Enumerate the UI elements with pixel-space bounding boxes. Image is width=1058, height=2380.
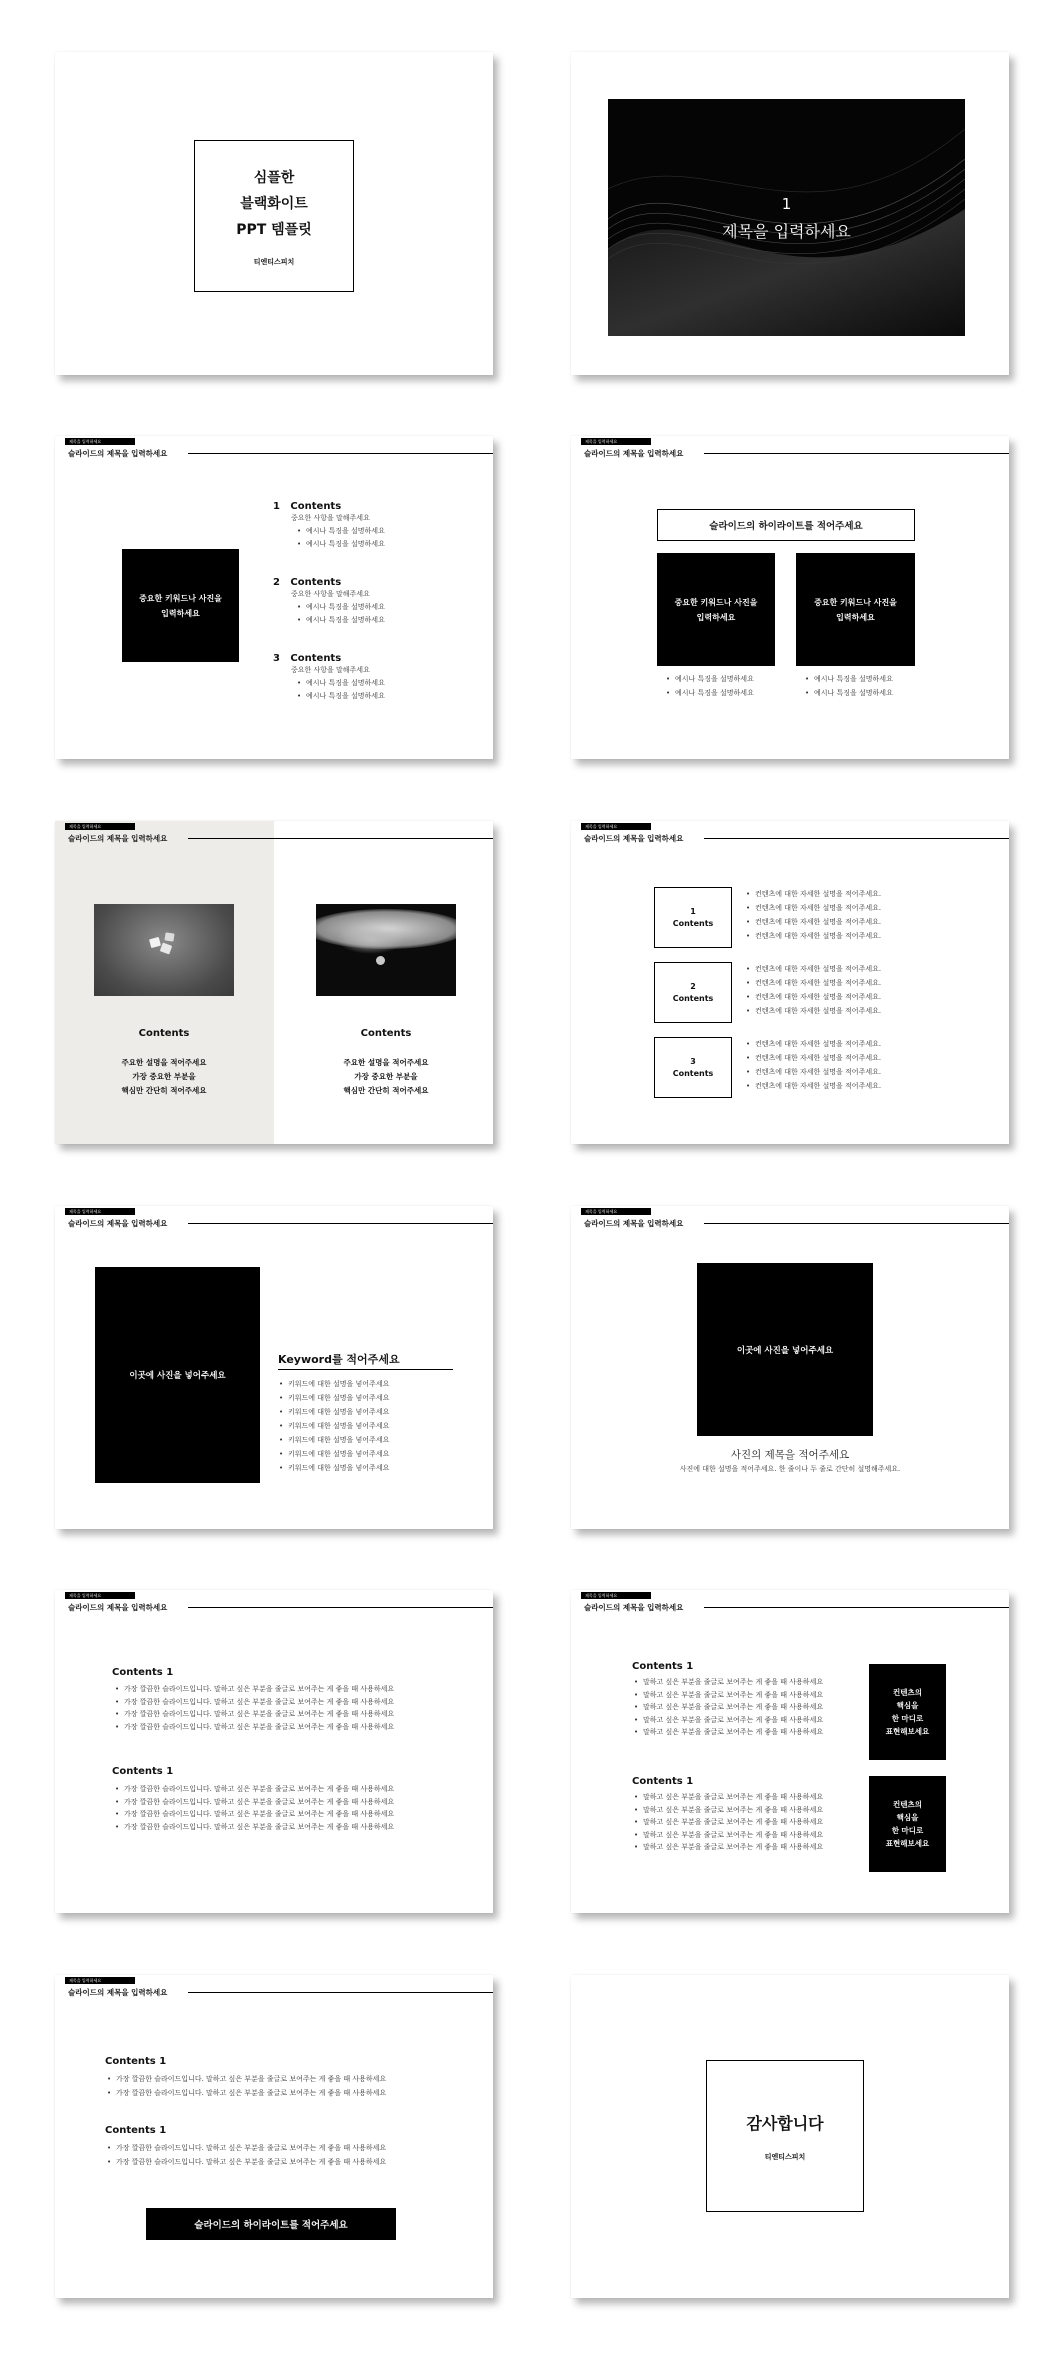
header-divider [188,453,493,454]
section-bullet: • 말하고 싶은 부분을 줄글로 보여주는 게 좋을 때 사용하세요 [634,1791,823,1804]
photo-placeholder: 중요한 키워드나 사진을 입력하세요 [122,549,239,662]
slide-title: 슬라이드의 제목을 입력하세요 [584,449,684,458]
cover-title-line-1: 심플한 [253,170,295,186]
cover-title-box [194,140,354,292]
row-bullet: • 컨텐츠에 대한 자세한 설명을 적어주세요. [746,990,881,1004]
slide-photo-caption[interactable] [571,1206,1009,1529]
dice-photo [94,904,234,996]
section-bullet: • 가장 깔끔한 슬라이드입니다. 말하고 싶은 부분을 줄글로 보여주는 게 좋을 때 사용하세요 [115,1821,394,1834]
row-bullet: • 컨텐츠에 대한 자세한 설명을 적어주세요. [746,887,881,901]
contents-bullet: • 예시나 특징을 설명하세요 [297,677,385,690]
cover-author: 티엔티스피치 [253,258,295,266]
header-tag: 제목을 입력하세요 [65,438,135,445]
section-heading: Contents 1 [112,1766,174,1777]
contents-bullet: • 예시나 특징을 설명하세요 [297,690,385,703]
header-tag: 제목을 입력하세요 [65,1208,135,1215]
header-divider [188,1223,493,1224]
row-bullet: • 컨텐츠에 대한 자세한 설명을 적어주세요. [746,1004,881,1018]
row-bullet: • 컨텐츠에 대한 자세한 설명을 적어주세요. [746,929,881,943]
header-tag: 제목을 입력하세요 [65,1977,135,1984]
keyword-bullet: • 키워드에 대한 설명을 넣어주세요 [279,1447,389,1461]
section-bullets [115,1783,394,1833]
number-box-label: Contents [672,918,714,928]
contents-sub: 중요한 사항을 말해주세요 [291,666,370,674]
keyword-bullet: • 키워드에 대한 설명을 넣어주세요 [279,1377,389,1391]
contents-title: Contents [290,577,342,588]
highlight-box: 슬라이드의 하이라이트를 적어주세요 [657,509,915,541]
header-tag: 제목을 입력하세요 [65,823,135,830]
slide-title: 슬라이드의 제목을 입력하세요 [584,1219,684,1228]
contents-bullet: • 예시나 특징을 설명하세요 [297,525,385,538]
section-heading: Contents 1 [632,1776,694,1787]
thanks-box [706,2060,864,2212]
keyword-bullet: • 키워드에 대한 설명을 넣어주세요 [279,1461,389,1475]
card-bullet: • 예시나 특징을 설명하세요 [805,672,893,686]
section-bullets [634,1791,823,1854]
slide-section-divider[interactable] [571,52,1009,375]
column-line: 핵심만 간단히 적어주세요 [121,1086,207,1095]
section-bullet: • 말하고 싶은 부분을 줄글로 보여주는 게 좋을 때 사용하세요 [634,1816,823,1829]
header-divider [188,1607,493,1608]
card-keyword: 중요한 키워드나 사진을 입력하세요 [796,553,915,666]
section-bullet: • 말하고 싶은 부분을 줄글로 보여주는 게 좋을 때 사용하세요 [634,1726,823,1739]
section-bullet: • 가장 깔끔한 슬라이드입니다. 말하고 싶은 부분을 줄글로 보여주는 게 좋을 때 사용하세요 [115,1721,394,1734]
slide-numbered-rows[interactable] [571,821,1009,1144]
number-box [654,962,732,1023]
column-line: 주요한 설명을 적어주세요 [121,1058,207,1067]
keyword-bullet: • 키워드에 대한 설명을 넣어주세요 [279,1433,389,1447]
column-title: Contents [138,1028,190,1039]
section-heading: Contents 1 [105,2056,167,2067]
slide-text-with-boxes[interactable] [571,1590,1009,1913]
thanks-text: 감사합니다 [746,2113,824,2133]
contents-bullet: • 예시나 특징을 설명하세요 [297,538,385,551]
column-line: 가장 중요한 부분을 [132,1072,196,1081]
wave-background-image [608,99,965,336]
header-tag: 제목을 입력하세요 [581,1208,651,1215]
contents-bullet: • 예시나 특징을 설명하세요 [297,614,385,627]
contents-item [273,577,385,653]
card-bullet: • 예시나 특징을 설명하세요 [805,686,893,700]
slide-title: 슬라이드의 제목을 입력하세요 [68,834,168,843]
slide-photo-keyword[interactable] [55,1206,493,1529]
card-keyword: 중요한 키워드나 사진을 입력하세요 [657,553,775,666]
row-bullet: • 컨텐츠에 대한 자세한 설명을 적어주세요. [746,1079,881,1093]
number-box-label: Contents [672,1068,714,1078]
header-divider [188,838,493,839]
section-bullet: • 가장 깔끔한 슬라이드입니다. 말하고 싶은 부분을 줄글로 보여주는 게 좋을 때 사용하세요 [107,2141,386,2155]
slide-title: 슬라이드의 제목을 입력하세요 [68,1988,168,1997]
section-bullet: • 가장 깔끔한 슬라이드입니다. 말하고 싶은 부분을 줄글로 보여주는 게 좋을 때 사용하세요 [115,1696,394,1709]
contents-number: 1 [273,501,280,512]
section-bullet: • 말하고 싶은 부분을 줄글로 보여주는 게 좋을 때 사용하세요 [634,1714,823,1727]
number-box [654,887,732,948]
slide-title: 슬라이드의 제목을 입력하세요 [68,1603,168,1612]
contents-number: 2 [273,577,280,588]
column-line: 가장 중요한 부분을 [354,1072,418,1081]
contents-bullet: • 예시나 특징을 설명하세요 [297,601,385,614]
header-divider [704,1223,1009,1224]
keyword-title: Keyword를 적어주세요 [278,1353,400,1366]
row-bullets [746,962,881,1018]
cover-title-line-2: 블랙화이트 [240,196,308,212]
header-divider [188,1992,493,1993]
header-tag: 제목을 입력하세요 [65,1592,135,1599]
contents-number: 3 [273,653,280,664]
cover-title-line-3: PPT 템플릿 [236,222,312,238]
section-number: 1 [781,195,792,213]
section-bullet: • 말하고 싶은 부분을 줄글로 보여주는 게 좋을 때 사용하세요 [634,1676,823,1689]
header-tag: 제목을 입력하세요 [581,1592,651,1599]
section-bullet: • 말하고 싶은 부분을 줄글로 보여주는 게 좋을 때 사용하세요 [634,1829,823,1842]
keyword-bullet: • 키워드에 대한 설명을 넣어주세요 [279,1405,389,1419]
section-bullet: • 가장 깔끔한 슬라이드입니다. 말하고 싶은 부분을 줄글로 보여주는 게 좋을 때 사용하세요 [107,2155,386,2169]
keyword-bullet: • 키워드에 대한 설명을 넣어주세요 [279,1391,389,1405]
column-title: Contents [360,1028,412,1039]
section-bullet: • 말하고 싶은 부분을 줄글로 보여주는 게 좋을 때 사용하세요 [634,1804,823,1817]
summary-box: 컨텐츠의 핵심을 한 마디로 표현해보세요 [869,1776,946,1872]
row-bullet: • 컨텐츠에 대한 자세한 설명을 적어주세요. [746,901,881,915]
contents-list [273,501,385,703]
photo-caption-title: 사진의 제목을 적어주세요 [730,1449,850,1461]
slide-text-highlight[interactable] [55,1975,493,2298]
photo-placeholder: 이곳에 사진을 넣어주세요 [95,1267,260,1483]
slide-thank-you[interactable] [571,1975,1009,2298]
contents-item [273,501,385,577]
slide-highlight-cards[interactable] [571,436,1009,759]
row-bullet: • 컨텐츠에 대한 자세한 설명을 적어주세요. [746,915,881,929]
keyword-bullets [279,1377,389,1475]
row-bullet: • 컨텐츠에 대한 자세한 설명을 적어주세요. [746,976,881,990]
section-heading: Contents 1 [105,2125,167,2136]
slide-title: 슬라이드의 제목을 입력하세요 [68,449,168,458]
section-bullet: • 가장 깔끔한 슬라이드입니다. 말하고 싶은 부분을 줄글로 보여주는 게 좋을 때 사용하세요 [107,2072,386,2086]
header-divider [704,1607,1009,1608]
slide-text-sections[interactable] [55,1590,493,1913]
keyword-divider [278,1369,453,1370]
section-heading: Contents 1 [632,1661,694,1672]
section-bullets [115,1683,394,1733]
section-bullets [107,2141,386,2169]
section-bullet: • 말하고 싶은 부분을 줄글로 보여주는 게 좋을 때 사용하세요 [634,1841,823,1854]
section-bullet: • 가장 깔끔한 슬라이드입니다. 말하고 싶은 부분을 줄글로 보여주는 게 좋을 때 사용하세요 [115,1796,394,1809]
slide-contents-list[interactable] [55,436,493,759]
column-line: 주요한 설명을 적어주세요 [343,1058,429,1067]
section-heading: Contents 1 [112,1667,174,1678]
row-bullets [746,887,881,943]
highlight-bar: 슬라이드의 하이라이트를 적어주세요 [146,2208,396,2240]
card-bullet: • 예시나 특징을 설명하세요 [666,686,754,700]
slide-title: 슬라이드의 제목을 입력하세요 [68,1219,168,1228]
number-box [654,1037,732,1098]
slide-title: 슬라이드의 제목을 입력하세요 [584,834,684,843]
header-divider [704,838,1009,839]
header-divider [704,453,1009,454]
section-bullet: • 가장 깔끔한 슬라이드입니다. 말하고 싶은 부분을 줄글로 보여주는 게 좋을 때 사용하세요 [115,1808,394,1821]
clouds-photo [316,904,456,996]
row-bullet: • 컨텐츠에 대한 자세한 설명을 적어주세요. [746,1065,881,1079]
photo-placeholder: 이곳에 사진을 넣어주세요 [697,1263,873,1436]
card-bullet: • 예시나 특징을 설명하세요 [666,672,754,686]
card-bullets [666,672,754,700]
card-bullets [805,672,893,700]
section-bullets [107,2072,386,2100]
section-bullet: • 가장 깔끔한 슬라이드입니다. 말하고 싶은 부분을 줄글로 보여주는 게 좋을 때 사용하세요 [115,1708,394,1721]
column-text [84,1056,244,1098]
row-bullet: • 컨텐츠에 대한 자세한 설명을 적어주세요. [746,1037,881,1051]
contents-sub: 중요한 사항을 말해주세요 [291,514,370,522]
section-bullet: • 가장 깔끔한 슬라이드입니다. 말하고 싶은 부분을 줄글로 보여주는 게 좋을 때 사용하세요 [115,1683,394,1696]
number-box-num: 1 [690,906,696,916]
contents-item [273,653,385,703]
row-bullet: • 컨텐츠에 대한 자세한 설명을 적어주세요. [746,962,881,976]
column-line: 핵심만 간단히 적어주세요 [343,1086,429,1095]
number-box-label: Contents [672,993,714,1003]
section-bullet: • 말하고 싶은 부분을 줄글로 보여주는 게 좋을 때 사용하세요 [634,1689,823,1702]
header-tag: 제목을 입력하세요 [581,823,651,830]
number-box-num: 2 [690,981,696,991]
column-text [306,1056,466,1098]
section-title: 제목을 입력하세요 [722,222,851,241]
section-bullet: • 가장 깔끔한 슬라이드입니다. 말하고 싶은 부분을 줄글로 보여주는 게 좋을 때 사용하세요 [107,2086,386,2100]
photo-caption: 사진에 대한 설명을 적어주세요. 한 줄이나 두 줄로 간단히 설명해주세요. [679,1465,901,1473]
thanks-author: 티엔티스피치 [764,2152,806,2161]
slide-cover[interactable] [55,52,493,375]
section-bullet: • 가장 깔끔한 슬라이드입니다. 말하고 싶은 부분을 줄글로 보여주는 게 좋을 때 사용하세요 [115,1783,394,1796]
row-bullets [746,1037,881,1093]
contents-title: Contents [290,653,342,664]
slide-two-images[interactable] [55,821,493,1144]
summary-box: 컨텐츠의 핵심을 한 마디로 표현해보세요 [869,1664,946,1760]
number-box-num: 3 [690,1056,696,1066]
section-bullet: • 말하고 싶은 부분을 줄글로 보여주는 게 좋을 때 사용하세요 [634,1701,823,1714]
header-tag: 제목을 입력하세요 [581,438,651,445]
row-bullet: • 컨텐츠에 대한 자세한 설명을 적어주세요. [746,1051,881,1065]
section-bullets [634,1676,823,1739]
slide-title: 슬라이드의 제목을 입력하세요 [584,1603,684,1612]
keyword-bullet: • 키워드에 대한 설명을 넣어주세요 [279,1419,389,1433]
contents-title: Contents [290,501,342,512]
contents-sub: 중요한 사항을 말해주세요 [291,590,370,598]
